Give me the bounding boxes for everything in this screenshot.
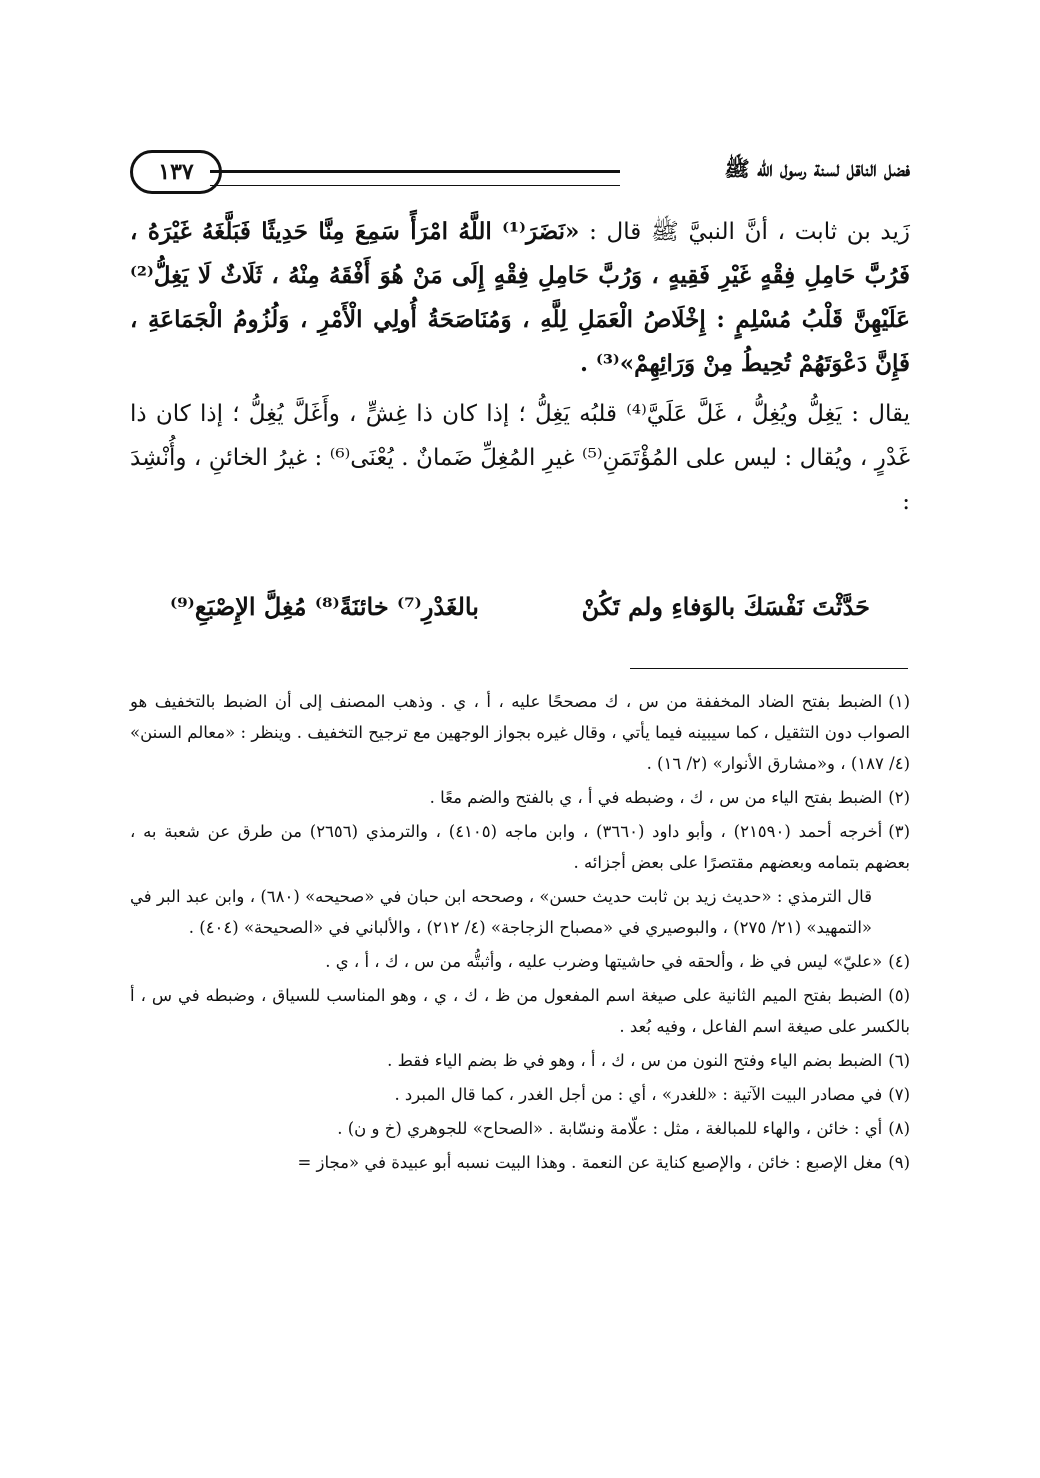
footnote xyxy=(130,1079,910,1110)
footnote xyxy=(130,1045,910,1076)
page-number: ١٣٧ xyxy=(130,150,222,194)
hadith-intro: زَيد بن ثابت ، أنَّ النبيَّ ﷺ قال : xyxy=(579,219,911,245)
main-text xyxy=(130,210,910,530)
footnote xyxy=(130,1113,910,1144)
footnote-number: (٤) xyxy=(888,952,910,971)
footnote-text: الضبط بفتح الضاد المخففة من س ، ك مصححًا عليه ، أ ، ي . وذهب المصنف إلى أن الضبط بالتخفيف هو الصواب دون التثقيل ، كما سيبينه فيما يأتي ، وقال غيره بجواز الوجهين مع ترجيح التخفيف . وينظر : «معالم السنن» (٤/ ١٨٧) ، و«مشارق الأنوار» (٢/ ١٦) . xyxy=(130,692,910,773)
verse-second-hemistich: بالغَدْرِ⁽⁷⁾ خائنَةً⁽⁸⁾ مُغِلَّ الإِصْبَعِ⁽⁹⁾ xyxy=(170,592,479,621)
footnote-number: (٥) xyxy=(888,986,910,1005)
footnote-text: الضبط بفتح الياء من س ، ك ، وضبطه في أ ، ي بالفتح والضم معًا . xyxy=(429,788,883,807)
page-header xyxy=(130,150,910,202)
footnotes xyxy=(130,686,910,1181)
footnote xyxy=(130,980,910,1042)
paragraph-explanation: يقال : يَغِلُّ ويُغِلُّ ، غَلَّ عَلَيَّ⁽⁴⁾ قلبُه يَغِلُّ ؛ إذا كان ذا غِشٍّ ، وأَغَلَّ يُغِلُّ ؛ إذا كان ذا غَدْرٍ ، ويُقال : ليس على المُؤْتَمَنِ⁽⁵⁾ غيرِ المُغِلِّ ضَمانٌ . يُعْنَى⁽⁶⁾ : غيرُ الخائنِ ، وأُنْشِدَ : xyxy=(130,401,910,515)
running-title: فضل الناقل لسنة رسول الله ﷺ xyxy=(724,156,910,181)
footnote xyxy=(130,782,910,813)
footnote-text: أي : خائن ، والهاء للمبالغة ، مثل : علّامة ونسّابة . «الصحاح» للجوهري (خ و ن) . xyxy=(337,1119,883,1138)
footnote-number: (٨) xyxy=(888,1119,910,1138)
footnote-number: (٣) xyxy=(888,822,911,841)
poetry-verse xyxy=(170,592,870,621)
footnote-divider xyxy=(630,668,908,669)
footnote-text: في مصادر البيت الآتية : «للغدر» ، أي : من أجل الغدر ، كما قال المبرد . xyxy=(394,1085,883,1104)
footnote-text: «عليّ» ليس في ظ ، وألحقه في حاشيتها وضرب عليه ، وأثبتُّه من س ، ك ، أ ، ي . xyxy=(325,952,883,971)
footnote xyxy=(130,1147,910,1178)
footnote xyxy=(130,686,910,779)
footnote-number: (١) xyxy=(888,692,910,711)
hadith-text: «نَضَرَ⁽¹⁾ اللَّهُ امْرَأً سَمِعَ مِنَّا حَدِيثًا فَبَلَّغَهُ غَيْرَهُ ، فَرُبَّ حَامِلِ فِقْهٍ غَيْرِ فَقِيهٍ ، وَرُبَّ حَامِلِ فِقْهٍ إِلَى مَنْ هُوَ أَفْقَهُ مِنْهُ ، ثَلَاثٌ لَا يَغِلُّ⁽²⁾ عَلَيْهِنَّ قَلْبُ مُسْلِمٍ : إِخْلَاصُ الْعَمَلِ لِلَّهِ ، وَمُنَاصَحَةُ أُولِي الْأَمْرِ ، وَلُزُومُ الْجَمَاعَةِ ، فَإِنَّ دَعْوَتَهُمْ تُحِيطُ مِنْ وَرَائِهِمْ»⁽³⁾ . xyxy=(130,218,910,377)
verse-first-hemistich: حَدَّثْتَ نَفْسَكَ بالوَفاءِ ولم تَكُنْ xyxy=(581,592,870,621)
footnote xyxy=(130,946,910,977)
footnote-text: أخرجه أحمد (٢١٥٩٠) ، وأبو داود (٣٦٦٠) ، وابن ماجه (٤١٠٥) ، والترمذي (٢٦٥٦) من طرق عن شعبة به ، بعضهم بتمامه وبعضهم مقتصرًا على بعض أجزائه . xyxy=(130,822,910,872)
footnote xyxy=(130,816,910,878)
footnote-continuation xyxy=(130,881,910,943)
footnote-number: (٦) xyxy=(888,1051,910,1070)
footnote-text: مغل الإصبع : خائن ، والإصبع كناية عن النعمة . وهذا البيت نسبه أبو عبيدة في «مجاز = xyxy=(297,1153,883,1172)
footnote-text: الضبط بضم الياء وفتح النون من س ، ك ، أ ، وهو في ظ بضم الياء فقط . xyxy=(387,1051,883,1070)
footnote-number: (٧) xyxy=(888,1085,910,1104)
footnote-text: الضبط بفتح الميم الثانية على صيغة اسم المفعول من ظ ، ك ، ي ، وهو المناسب للسياق ، وضبطه في س ، أ بالكسر على صيغة اسم الفاعل ، وفيه بُعد . xyxy=(130,986,910,1036)
header-rule xyxy=(210,170,620,186)
footnote-number: (٢) xyxy=(888,788,910,807)
footnote-text: قال الترمذي : «حديث زيد بن ثابت حديث حسن» ، وصححه ابن حبان في «صحيحه» (٦٨٠) ، وابن عبد البر في «التمهيد» (٢١/ ٢٧٥) ، والبوصيري في «مصباح الزجاجة» (٤/ ٢١٢) ، والألباني في «الصحيحة» (٤٠٤) . xyxy=(130,887,873,937)
footnote-number: (٩) xyxy=(888,1153,910,1172)
paragraph-hadith xyxy=(130,210,910,386)
